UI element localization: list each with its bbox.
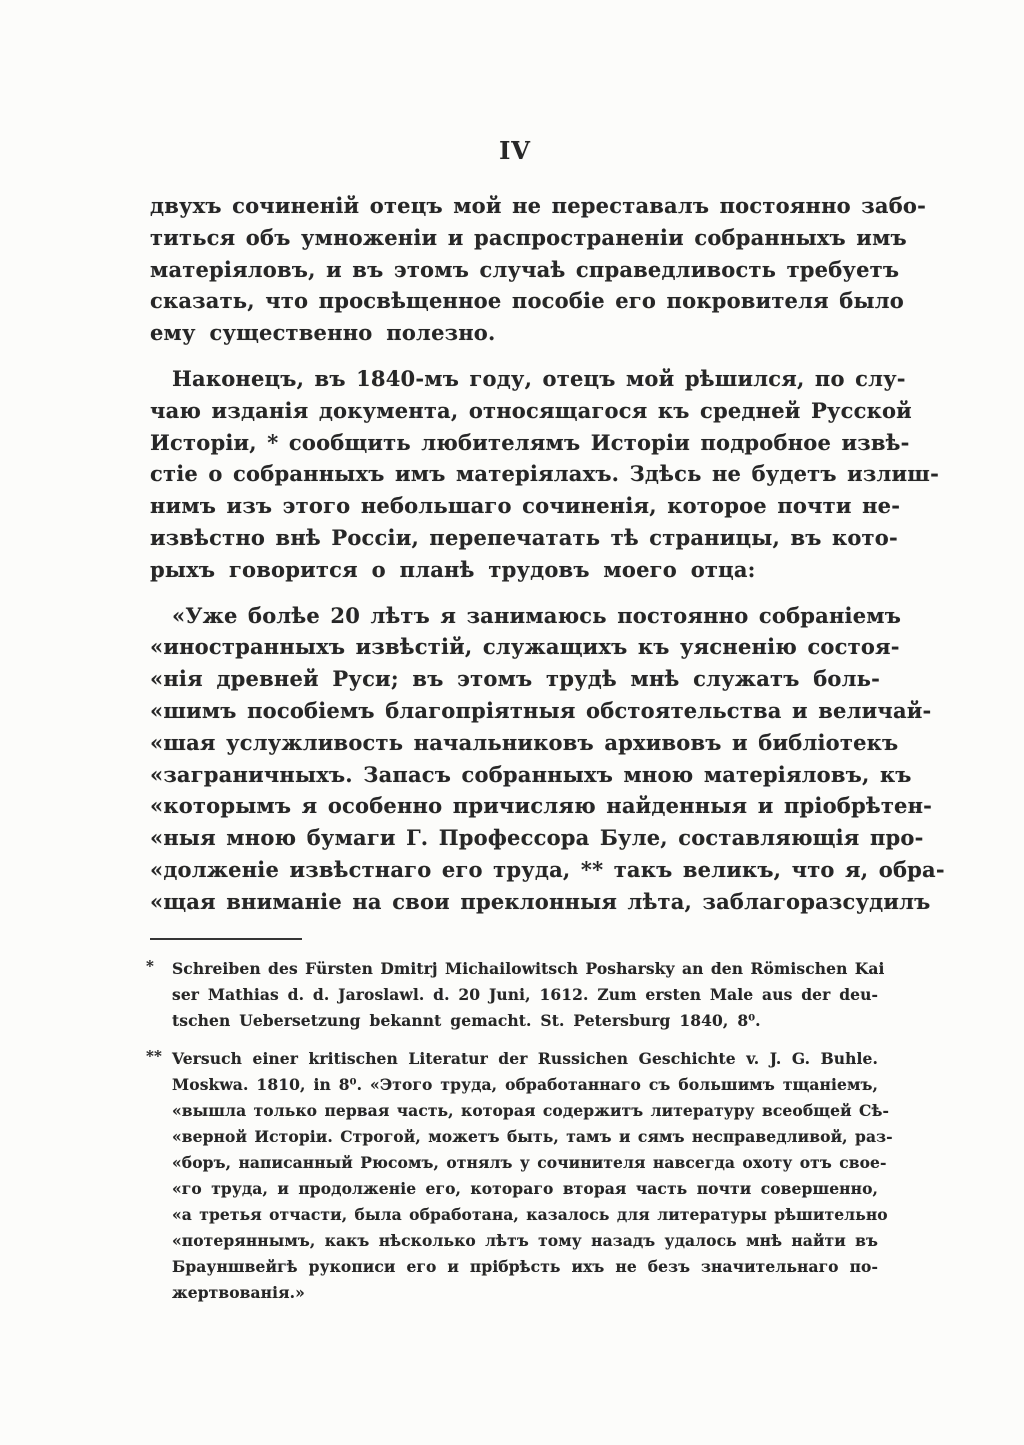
footnote-line: «го труда, и продолженіе его, котораго вторая часть почти совершенно, — [172, 1179, 878, 1198]
text-line: чаю изданія документа, относящагося къ средней Русской — [150, 397, 912, 423]
text-line: «заграничныхъ. Запасъ собранныхъ мною матеріяловъ, къ — [150, 761, 912, 787]
text-line: «нія древней Руси; въ этомъ трудѣ мнѣ служатъ боль- — [150, 666, 880, 692]
text-line: сказать, что просвѣщенное пособіе его покровителя было — [150, 288, 904, 314]
paragraph — [150, 363, 939, 586]
footnote-line: «потеряннымъ, какъ нѣсколько лѣтъ тому назадъ удалось мнѣ найти въ — [172, 1231, 878, 1250]
body-text — [150, 190, 945, 918]
text-line: «Уже болѣе 20 лѣтъ я занимаюсь постоянно собраніемъ — [172, 602, 902, 628]
text-line: титься объ умноженіи и распространеніи собранныхъ имъ — [150, 224, 907, 250]
text-line: «долженіе извѣстнаго его труда, ** такъ великъ, что я, обра- — [150, 856, 945, 882]
text-line: «шимъ пособіемъ благопріятныя обстоятельства и величай- — [150, 697, 932, 723]
text-line: «шая услужливость начальниковъ архивовъ и библіотекъ — [150, 729, 899, 755]
footnote-line: Schreiben des Fürsten Dmitrj Michailowitsch Posharsky an den Römischen Kai — [172, 959, 885, 978]
footnote-line: Versuch einer kritischen Literatur der Russichen Geschichte v. J. G. Buhle. — [172, 1049, 878, 1068]
footnote-marker: ** — [146, 1047, 162, 1065]
text-line: ему существенно полезно. — [150, 320, 496, 346]
footnote — [146, 956, 885, 1034]
text-line: извѣстно внѣ Россіи, перепечатать тѣ страницы, въ кото- — [150, 524, 898, 550]
footnote-line: жертвованія.» — [172, 1283, 305, 1302]
text-line: «щая вниманіе на свои преклонныя лѣта, заблагоразсудилъ — [150, 888, 931, 914]
page-number: IV — [499, 136, 531, 165]
text-line: «которымъ я особенно причисляю найденныя и пріобрѣтен- — [150, 793, 933, 819]
text-line: Наконецъ, въ 1840-мъ году, отецъ мой рѣшился, по слу- — [172, 365, 906, 391]
text-line: рыхъ говорится о планѣ трудовъ моего отца: — [150, 556, 756, 582]
footnote-line: «верной Исторіи. Строгой, можетъ быть, тамъ и сямъ несправедливой, раз- — [172, 1127, 893, 1146]
footnotes-section — [146, 956, 893, 1306]
text-line: Исторіи, * сообщить любителямъ Исторіи подробное извѣ- — [150, 429, 910, 455]
footnote-line: «вышла только первая часть, которая содержитъ литературу всеобщей Сѣ- — [172, 1101, 890, 1120]
text-line: «ныя мною бумаги Г. Профессора Буле, составляющія про- — [150, 825, 924, 851]
text-line: стіе о собранныхъ имъ матеріялахъ. Здѣсь не будетъ излиш- — [150, 461, 939, 487]
text-line: двухъ сочиненій отецъ мой не переставалъ постоянно забо- — [150, 193, 927, 218]
text-line: «иностранныхъ извѣстій, служащихъ къ уясненію состоя- — [150, 634, 900, 660]
text-line: нимъ изъ этого небольшаго сочиненія, которое почти не- — [150, 493, 901, 519]
footnote-line: ser Mathias d. d. Jaroslawl. d. 20 Juni, 1612. Zum ersten Male aus der deu- — [172, 985, 878, 1004]
paragraph — [150, 190, 927, 349]
footnote-line: tschen Uebersetzung bekannt gemacht. St. Petersburg 1840, 8⁰. — [172, 1011, 761, 1030]
footnote-line: Moskwa. 1810, in 8⁰. «Этого труда, обработаннаго съ большимъ тщаніемъ, — [172, 1075, 878, 1094]
footnote — [146, 1046, 893, 1306]
footnote-marker: * — [146, 957, 154, 975]
footnote-separator-rule — [150, 938, 302, 940]
text-line: матеріяловъ, и въ этомъ случаѣ справедливость требуетъ — [150, 256, 900, 282]
paragraph — [150, 600, 945, 918]
footnote-line: Брауншвейгѣ рукописи его и прібрѣсть ихъ не безъ значительнаго по- — [172, 1257, 878, 1276]
footnote-line: «боръ, написанный Рюсомъ, отнялъ у сочинителя навсегда охоту отъ свое- — [172, 1153, 887, 1172]
footnote-line: «а третья отчасти, была обработана, казалось для литературы рѣшительно — [172, 1205, 888, 1224]
